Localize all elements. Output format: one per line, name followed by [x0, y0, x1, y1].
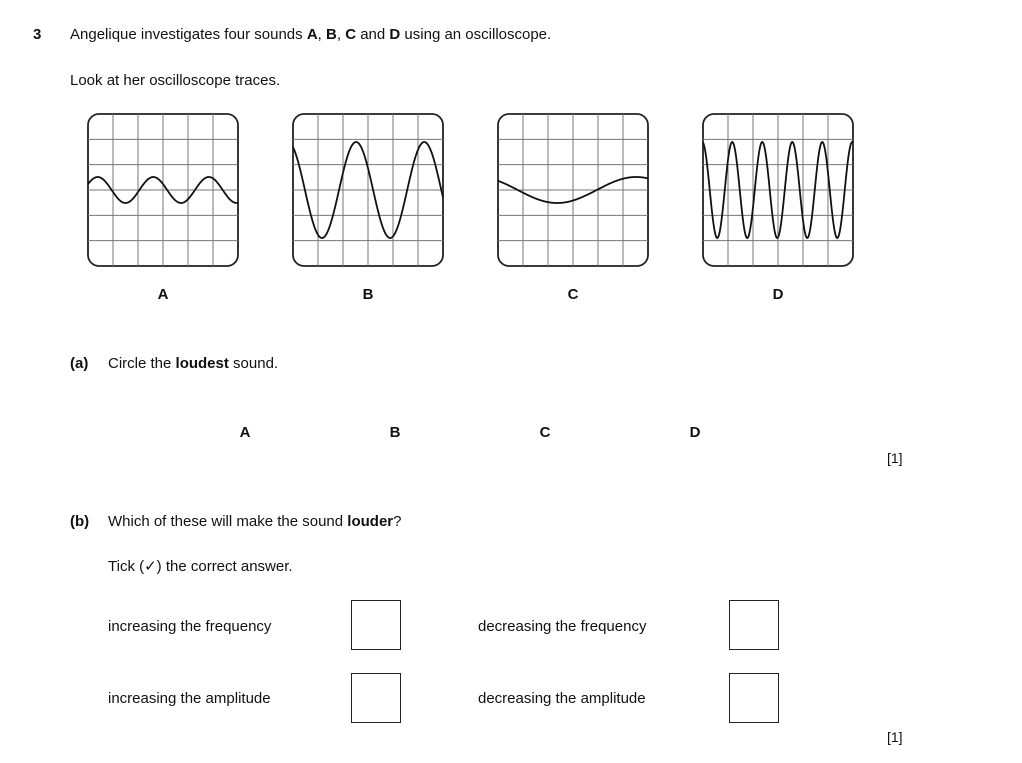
trace-label-a: A [157, 286, 169, 303]
choice-b[interactable]: B [389, 424, 401, 441]
intro-sound-c: C [345, 26, 357, 43]
oscilloscope-trace-a [87, 113, 239, 267]
part-b-text-before: Which of these will make the sound [108, 513, 348, 530]
part-a-question [108, 355, 278, 372]
tick-instruction: Tick (✓) the correct answer. [108, 558, 293, 575]
part-a-text-bold: loudest [175, 355, 229, 372]
trace-svg-c [497, 113, 649, 267]
trace-label-d: D [772, 286, 784, 303]
option-label-increasing-amplitude: increasing the amplitude [108, 690, 271, 707]
choice-c[interactable]: C [539, 424, 551, 441]
intro-separator: , [336, 26, 346, 43]
intro-sound-a: A [306, 26, 318, 43]
option-label-decreasing-frequency: decreasing the frequency [478, 618, 647, 635]
trace-svg-a [87, 113, 239, 267]
checkbox-increasing-amplitude[interactable] [351, 673, 401, 723]
intro-sound-b: B [326, 26, 337, 43]
part-b-label: (b) [70, 513, 90, 530]
part-a-marks: [1] [887, 450, 903, 466]
question-number: 3 [33, 26, 42, 43]
part-b-text-after: ? [393, 513, 402, 530]
option-label-increasing-frequency: increasing the frequency [108, 618, 272, 635]
look-instruction: Look at her oscilloscope traces. [70, 72, 281, 89]
question-intro [70, 26, 551, 43]
trace-svg-d [702, 113, 854, 267]
option-label-decreasing-amplitude: decreasing the amplitude [478, 690, 646, 707]
part-a-label: (a) [70, 355, 89, 372]
trace-label-c: C [567, 286, 579, 303]
intro-text-before: Angelique investigates four sounds [70, 26, 307, 43]
part-b-marks: [1] [887, 729, 903, 745]
oscilloscope-trace-d [702, 113, 854, 267]
part-a-text-before: Circle the [108, 355, 176, 372]
intro-separator: , [317, 26, 327, 43]
trace-label-b: B [362, 286, 374, 303]
checkbox-decreasing-frequency[interactable] [729, 600, 779, 650]
oscilloscope-grid [88, 114, 238, 266]
intro-sound-d: D [389, 26, 401, 43]
checkbox-decreasing-amplitude[interactable] [729, 673, 779, 723]
part-a-text-after: sound. [228, 355, 279, 372]
choice-a[interactable]: A [239, 424, 251, 441]
oscilloscope-grid [293, 114, 443, 266]
oscilloscope-trace-c [497, 113, 649, 267]
intro-text-after: using an oscilloscope. [400, 26, 552, 43]
checkbox-increasing-frequency[interactable] [351, 600, 401, 650]
choice-d[interactable]: D [689, 424, 701, 441]
oscilloscope-trace-b [292, 113, 444, 267]
oscilloscope-grid [498, 114, 648, 266]
intro-separator: and [356, 26, 390, 43]
trace-svg-b [292, 113, 444, 267]
part-b-question [108, 513, 401, 530]
part-b-text-bold: louder [347, 513, 394, 530]
